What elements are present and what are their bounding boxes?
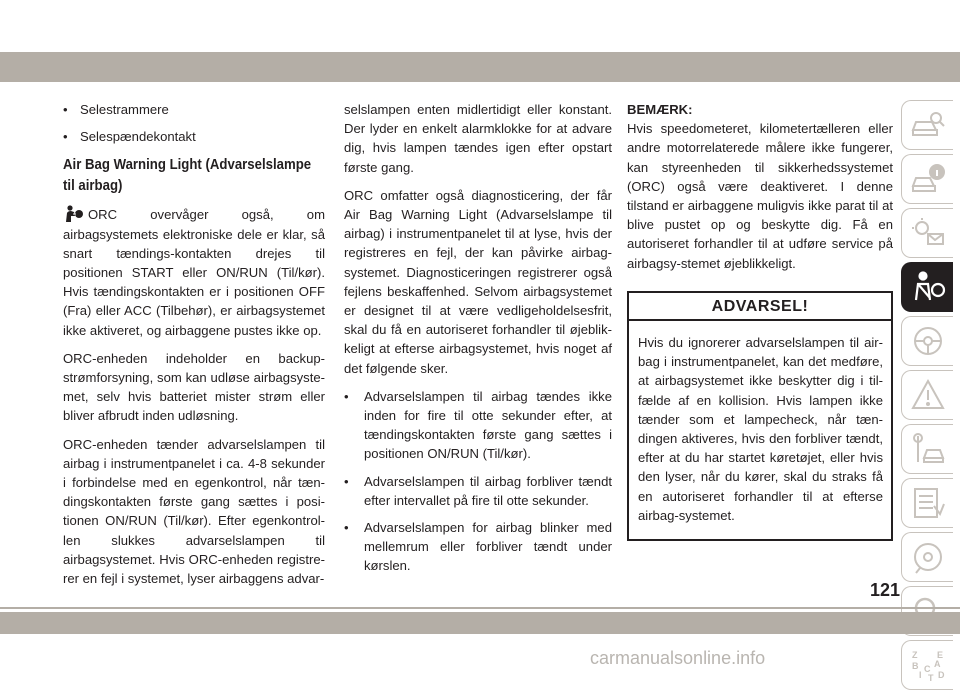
paragraph: selslampen enten midlertidigt eller konstant. Der lyder en enkelt alarmklokke for at advare dig, hvis lampen tændes igen efter opstart første gang. bbox=[344, 102, 612, 175]
index-letter: B bbox=[911, 661, 918, 671]
wrench-car-icon bbox=[910, 432, 946, 466]
index-letter: A bbox=[933, 659, 940, 669]
chapter-tabs bbox=[897, 100, 960, 694]
roadside-warning-icon bbox=[910, 378, 946, 412]
tab-warning-lights[interactable] bbox=[901, 208, 953, 258]
section-heading: Air Bag Warning Light (Advarselslampe til airbag) bbox=[63, 156, 312, 195]
index-letter: T bbox=[927, 673, 933, 682]
list-item: • Selespændekontakt bbox=[63, 129, 196, 145]
warning-title: ADVARSEL! bbox=[629, 293, 891, 321]
steering-wheel-icon bbox=[910, 324, 946, 358]
tab-car-info[interactable] bbox=[901, 154, 953, 204]
warning-text: Hvis du ignorerer advarselslampen til air-bag i instrumentpanelet, kan det medføre, at airbagsystemet ikke beskytter dig i til-fælde af en kollision. Hvis lampen ikke tænder som et lampecheck, når tæn-dingen aktiveres, hvis den forbliver tændt, efter at du har startet køretøjet, eller hvis den lyser, når du kører, skal du straks få en autoriseret forhandler til at efterse airbag-systemet. bbox=[638, 335, 883, 523]
list-item: • Advarselslampen til airbag tændes ikke inden for fire til otte sekunder efter, at tændingskontakten første gang sættes i positionen ON/RUN (Til/kør). bbox=[344, 388, 612, 462]
index-letter: Z bbox=[911, 650, 917, 660]
index-icon bbox=[910, 648, 946, 682]
index-letter: E bbox=[936, 650, 943, 660]
bottom-band bbox=[0, 612, 960, 634]
column-1 bbox=[63, 100, 325, 597]
tab-multimedia[interactable] bbox=[901, 532, 953, 582]
top-band bbox=[0, 52, 960, 82]
list-item: • Advarselslampen for airbag blinker med mellemrum eller forbliver tændt under kørslen. bbox=[344, 520, 612, 574]
seatbelt-airbag-icon bbox=[910, 270, 946, 304]
index-letter: C bbox=[923, 664, 930, 674]
checklist-icon bbox=[910, 486, 946, 520]
column-2 bbox=[344, 100, 612, 584]
car-info-icon bbox=[910, 162, 946, 196]
paragraph: ORC-enheden indeholder en backup-strømforsyning, som kan udløse airbagsyste-met, selv hvis batteriet mister strøm eller bliver afbrudt inden udløsning. bbox=[63, 350, 325, 424]
index-letter: D bbox=[937, 670, 944, 680]
paragraph: ORC overvåger også, om airbagsystemets elektroniske dele er klar, så snart tændings-kontakten drejes til positionen START eller ON/RUN (Til/kør). Hvis tændingskontakten er i positionen OFF (Fra) eller ACC (Tilbehør), er airbagsystemet ikke aktiveret, og airbaggene pustes ikke op. bbox=[63, 207, 325, 338]
bottom-line bbox=[0, 607, 960, 609]
note-label: BEMÆRK: bbox=[627, 102, 693, 117]
tab-checklist[interactable] bbox=[901, 478, 953, 528]
tab-wrench-car[interactable] bbox=[901, 424, 953, 474]
tab-seatbelt-airbag[interactable] bbox=[901, 262, 953, 312]
page-number: 121 bbox=[870, 580, 901, 600]
tab-index[interactable] bbox=[901, 640, 953, 690]
watermark: carmanualsonline.info bbox=[590, 648, 766, 668]
tab-steering-wheel[interactable] bbox=[901, 316, 953, 366]
tab-car-magnifier[interactable] bbox=[901, 100, 953, 150]
airbag-warning-icon bbox=[63, 205, 85, 223]
warning-box bbox=[627, 291, 893, 541]
warning-lights-icon bbox=[910, 216, 946, 250]
column-3 bbox=[627, 100, 893, 541]
list-item: • Advarselslampen til airbag forbliver tændt efter intervallet på fire til otte sekunder. bbox=[344, 473, 612, 508]
list-item: • Selestrammere bbox=[63, 102, 169, 117]
note-text: Hvis speedometeret, kilometertælleren eller andre motorrelaterede målere ikke fungerer, kan styreenheden til sikkerhedssystemet (ORC) også være deaktiveret. I denne tilstand er airbaggene muligvis ikke parat til at blive pustet op og beskytte dig. Få en autoriseret forhandler til at udføre service på airbagsy-stemet øjeblikkeligt. bbox=[627, 121, 893, 271]
index-letter: I bbox=[918, 670, 922, 680]
tab-roadside-warning[interactable] bbox=[901, 370, 953, 420]
car-magnifier-icon bbox=[910, 108, 946, 142]
paragraph: ORC-enheden tænder advarselslampen til airbag i instrumentpanelet i ca. 4-8 sekunder i forbindelse med en egenkontrol, når tæn-dingskontakten første gang sættes i posi-tionen ON/RUN (Til/kør). Efter egenkontrol-len slukkes advarselslampen til airbagsystemet. Hvis ORC-enheden registre-rer en fejl i systemet, lyser airbaggens advar- bbox=[63, 436, 325, 587]
paragraph: ORC omfatter også diagnosticering, der får Air Bag Warning Light (Advarselslampe til airbag) i instrumentpanelet til at lyse, hvis der registreres en fejl, der kan påvirke airbag-systemet. Diagnosticeringen registrerer også fejlens beskaffenhed. Selvom airbagsystemet er designet til at være vedligeholdelsesfrit, skal du få en autoriseret forhandler til øjeblik-keligt at efterse airbagsystemet, hvis noget af det følgende sker. bbox=[344, 187, 612, 376]
multimedia-icon bbox=[910, 540, 946, 574]
